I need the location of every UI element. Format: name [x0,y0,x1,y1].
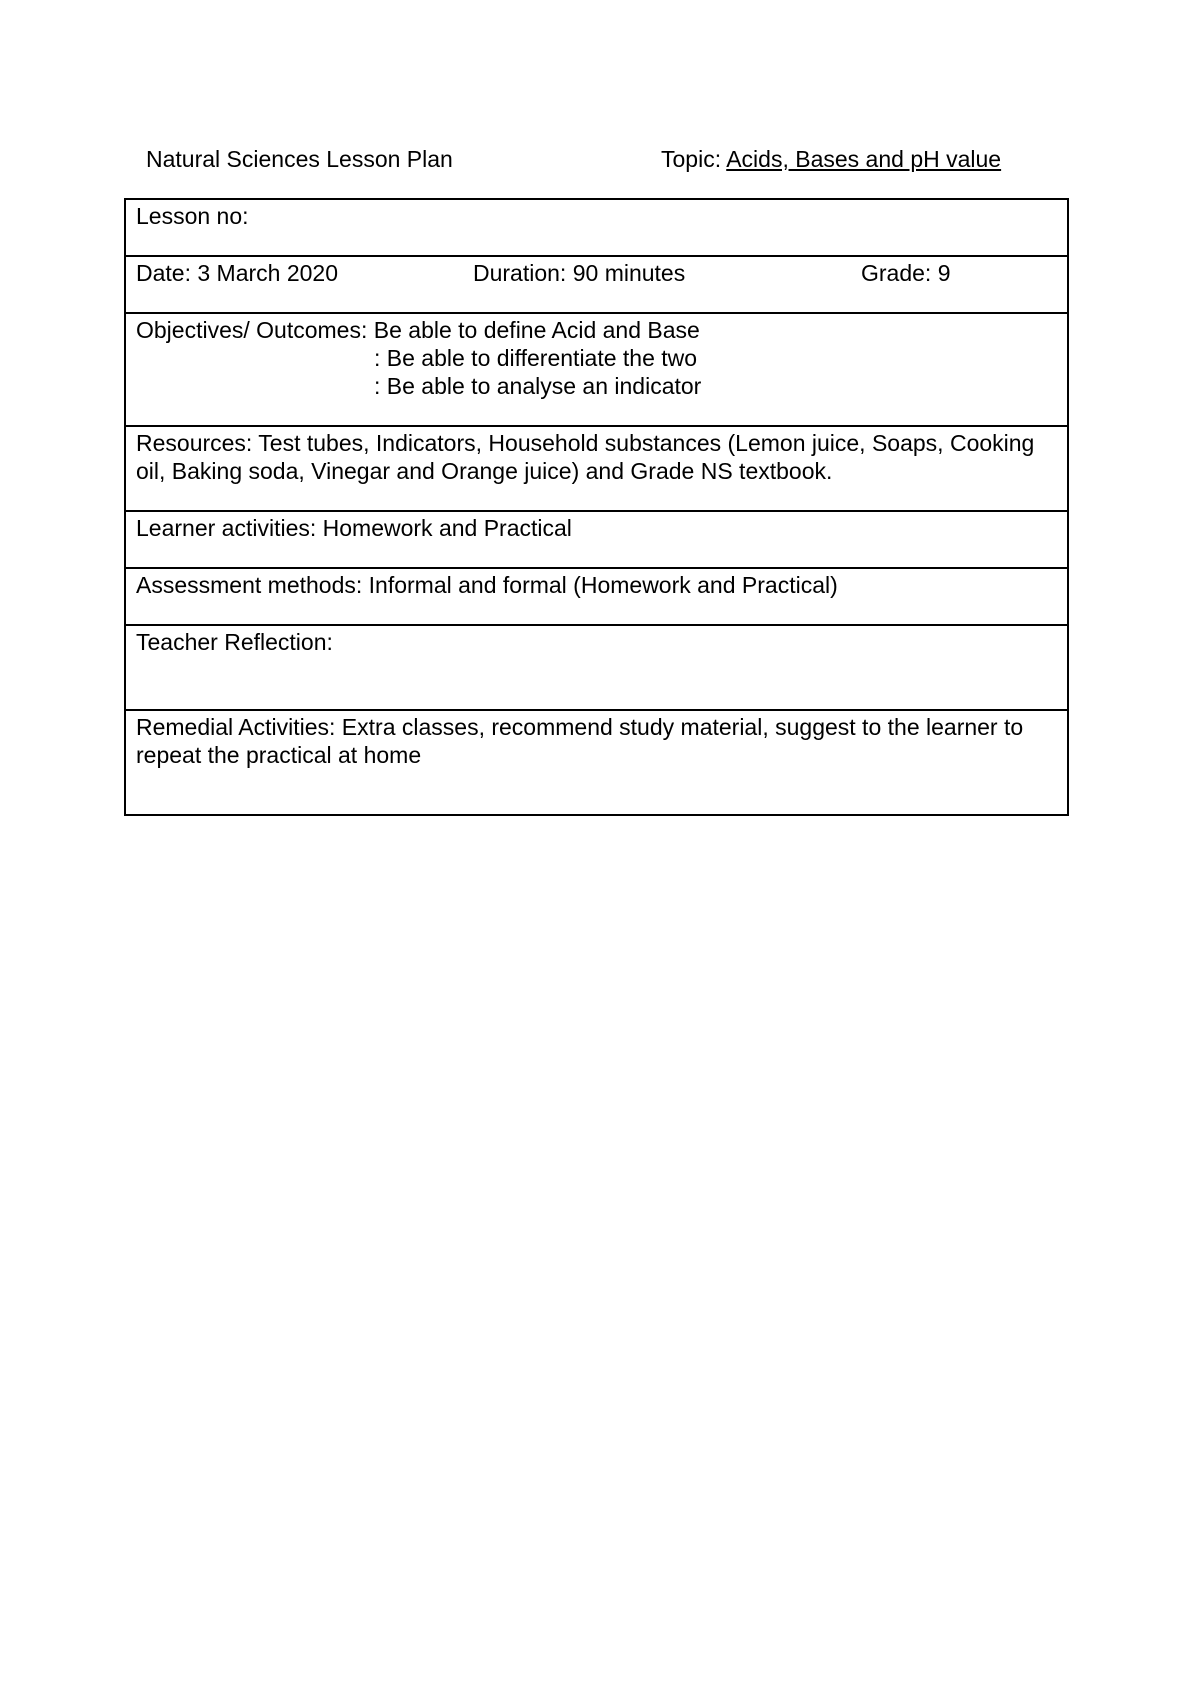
grade-value: Grade: 9 [861,260,951,286]
objective-line: : Be able to differentiate the two [374,345,698,371]
lesson-no-row [126,200,1067,257]
remedial-activities-row [126,711,1067,814]
resources-row [126,427,1067,512]
teacher-reflection-label: Teacher Reflection: [136,629,333,655]
page-title: Natural Sciences Lesson Plan [146,146,453,172]
resources-text: Resources: Test tubes, Indicators, Household substances (Lemon juice, Soaps, Cooking oil, Baking soda, Vinegar and Orange juice) and Grade NS textbook. [136,430,1035,484]
date-value: Date: 3 March 2020 [136,260,339,286]
topic-label: Topic: [661,146,727,172]
assessment-methods-text: Assessment methods: Informal and formal (Homework and Practical) [136,572,838,598]
date-row [126,257,1067,314]
duration-value: Duration: 90 minutes [473,260,686,286]
assessment-methods-row [126,569,1067,626]
learner-activities-row [126,512,1067,569]
lesson-plan-table [124,198,1069,816]
teacher-reflection-row [126,626,1067,711]
page-header [0,146,1200,176]
lesson-no-label: Lesson no: [136,203,249,229]
topic-value: Acids, Bases and pH value [726,146,1002,172]
objective-line: : Be able to analyse an indicator [374,373,702,399]
objectives-row [126,314,1067,427]
topic [661,146,1001,173]
remedial-activities-text: Remedial Activities: Extra classes, recommend study material, suggest to the learner to repeat the practical at home [136,714,1024,768]
objective-line: Objectives/ Outcomes: Be able to define Acid and Base [136,317,700,343]
learner-activities-text: Learner activities: Homework and Practical [136,515,572,541]
